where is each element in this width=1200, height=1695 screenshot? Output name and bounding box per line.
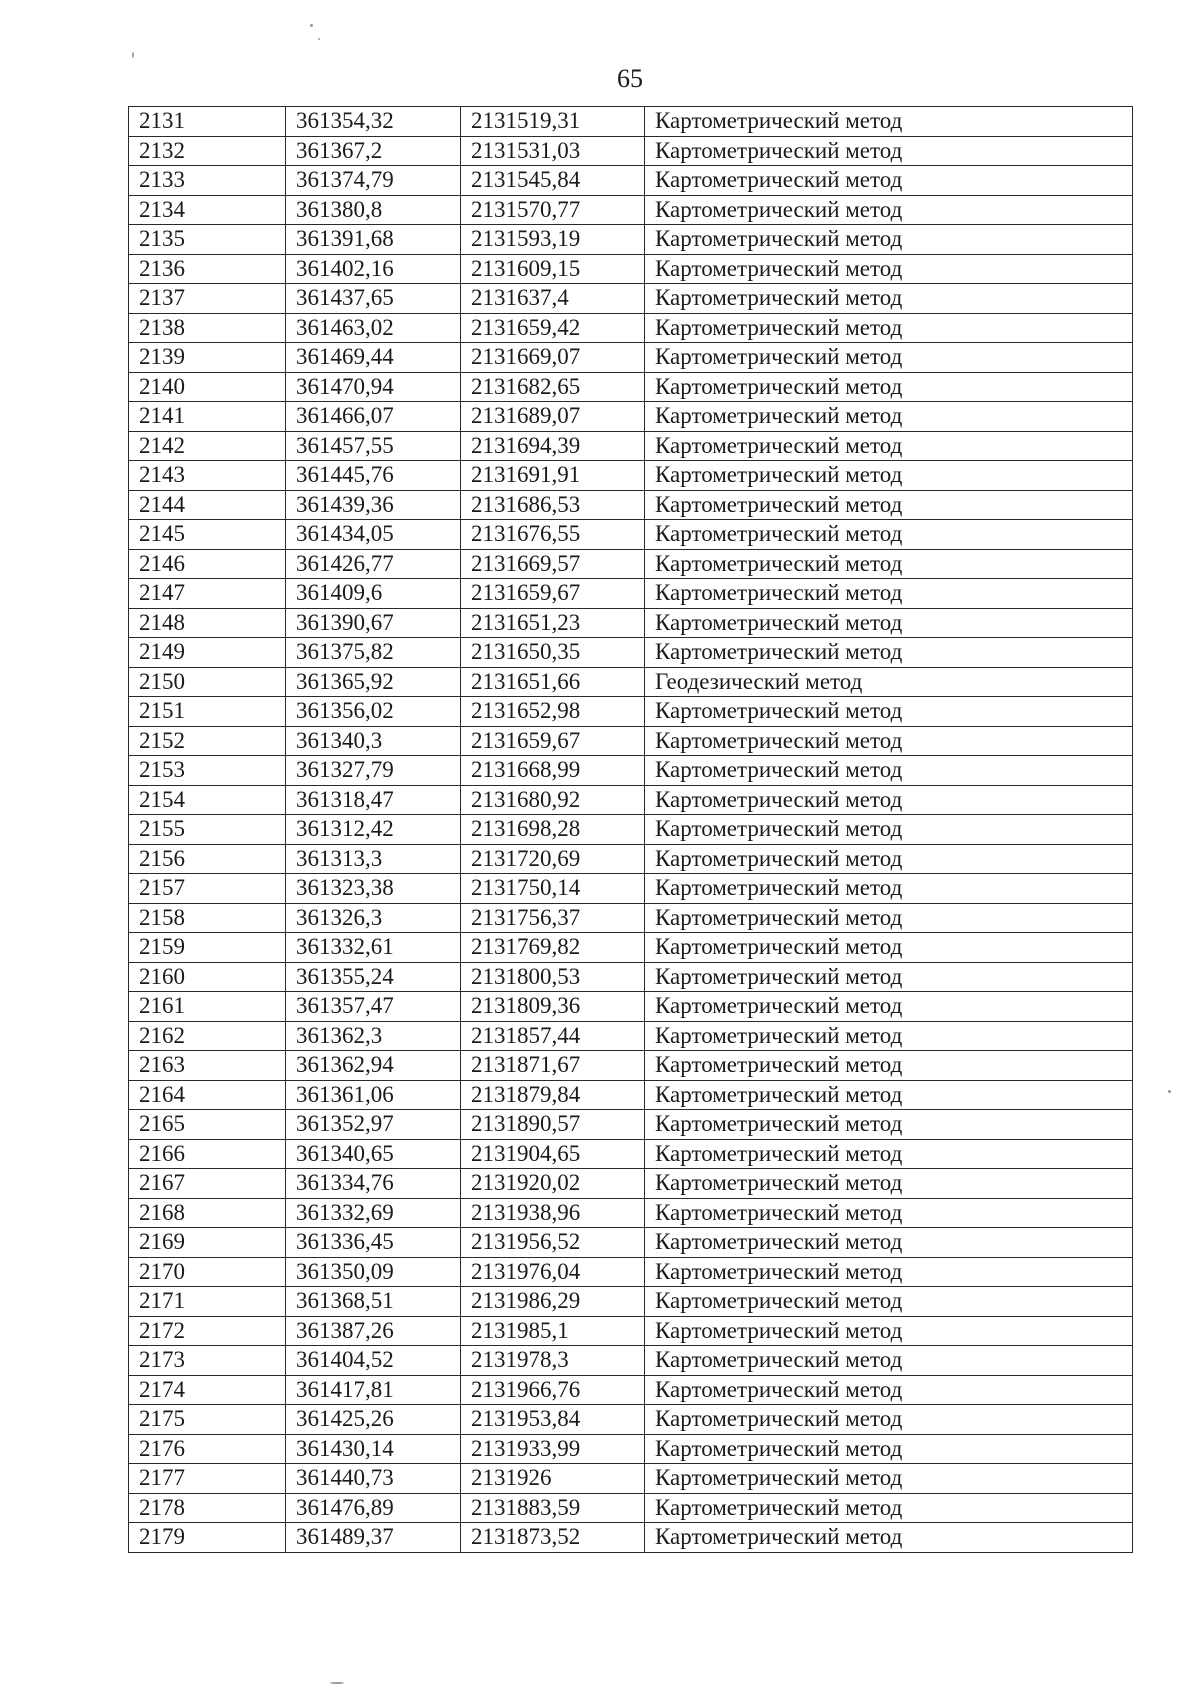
y-coordinate-cell: 2131938,96: [461, 1198, 645, 1228]
method-cell: Картометрический метод: [645, 549, 1133, 579]
x-coordinate-cell: 361336,45: [286, 1228, 461, 1258]
point-number-cell: 2134: [129, 195, 286, 225]
table-row: [129, 815, 1133, 845]
table-row: [129, 1257, 1133, 1287]
point-number-cell: 2156: [129, 844, 286, 874]
method-cell: Картометрический метод: [645, 785, 1133, 815]
table-row: [129, 726, 1133, 756]
y-coordinate-cell: 2131669,57: [461, 549, 645, 579]
method-cell: Картометрический метод: [645, 1375, 1133, 1405]
point-number-cell: 2155: [129, 815, 286, 845]
table-row: [129, 579, 1133, 609]
point-number-cell: 2175: [129, 1405, 286, 1435]
x-coordinate-cell: 361390,67: [286, 608, 461, 638]
method-cell: Картометрический метод: [645, 874, 1133, 904]
table-row: [129, 1434, 1133, 1464]
method-cell: Картометрический метод: [645, 1287, 1133, 1317]
method-cell: Картометрический метод: [645, 343, 1133, 373]
x-coordinate-cell: 361340,3: [286, 726, 461, 756]
point-number-cell: 2167: [129, 1169, 286, 1199]
table-row: [129, 903, 1133, 933]
coordinates-table-body: [129, 107, 1133, 1553]
point-number-cell: 2160: [129, 962, 286, 992]
y-coordinate-cell: 2131651,23: [461, 608, 645, 638]
coordinates-table: [128, 106, 1133, 1553]
point-number-cell: 2147: [129, 579, 286, 609]
table-row: [129, 992, 1133, 1022]
y-coordinate-cell: 2131966,76: [461, 1375, 645, 1405]
point-number-cell: 2179: [129, 1523, 286, 1553]
method-cell: Картометрический метод: [645, 1346, 1133, 1376]
table-row: [129, 372, 1133, 402]
x-coordinate-cell: 361457,55: [286, 431, 461, 461]
y-coordinate-cell: 2131519,31: [461, 107, 645, 137]
point-number-cell: 2174: [129, 1375, 286, 1405]
point-number-cell: 2133: [129, 166, 286, 196]
point-number-cell: 2169: [129, 1228, 286, 1258]
x-coordinate-cell: 361489,37: [286, 1523, 461, 1553]
x-coordinate-cell: 361357,47: [286, 992, 461, 1022]
x-coordinate-cell: 361402,16: [286, 254, 461, 284]
x-coordinate-cell: 361425,26: [286, 1405, 461, 1435]
method-cell: Картометрический метод: [645, 520, 1133, 550]
scan-speck: [330, 1682, 344, 1684]
y-coordinate-cell: 2131800,53: [461, 962, 645, 992]
x-coordinate-cell: 361430,14: [286, 1434, 461, 1464]
scan-speck: [310, 24, 313, 27]
table-row: [129, 1051, 1133, 1081]
x-coordinate-cell: 361391,68: [286, 225, 461, 255]
table-row: [129, 1316, 1133, 1346]
x-coordinate-cell: 361476,89: [286, 1493, 461, 1523]
point-number-cell: 2166: [129, 1139, 286, 1169]
y-coordinate-cell: 2131545,84: [461, 166, 645, 196]
y-coordinate-cell: 2131676,55: [461, 520, 645, 550]
method-cell: Картометрический метод: [645, 166, 1133, 196]
method-cell: Картометрический метод: [645, 697, 1133, 727]
y-coordinate-cell: 2131668,99: [461, 756, 645, 786]
point-number-cell: 2143: [129, 461, 286, 491]
x-coordinate-cell: 361445,76: [286, 461, 461, 491]
point-number-cell: 2154: [129, 785, 286, 815]
table-row: [129, 1523, 1133, 1553]
x-coordinate-cell: 361340,65: [286, 1139, 461, 1169]
point-number-cell: 2140: [129, 372, 286, 402]
x-coordinate-cell: 361440,73: [286, 1464, 461, 1494]
x-coordinate-cell: 361362,3: [286, 1021, 461, 1051]
point-number-cell: 2138: [129, 313, 286, 343]
x-coordinate-cell: 361318,47: [286, 785, 461, 815]
y-coordinate-cell: 2131809,36: [461, 992, 645, 1022]
method-cell: Картометрический метод: [645, 992, 1133, 1022]
table-row: [129, 490, 1133, 520]
point-number-cell: 2164: [129, 1080, 286, 1110]
y-coordinate-cell: 2131651,66: [461, 667, 645, 697]
table-row: [129, 1169, 1133, 1199]
table-row: [129, 284, 1133, 314]
y-coordinate-cell: 2131978,3: [461, 1346, 645, 1376]
y-coordinate-cell: 2131650,35: [461, 638, 645, 668]
y-coordinate-cell: 2131680,92: [461, 785, 645, 815]
point-number-cell: 2165: [129, 1110, 286, 1140]
y-coordinate-cell: 2131986,29: [461, 1287, 645, 1317]
x-coordinate-cell: 361426,77: [286, 549, 461, 579]
point-number-cell: 2157: [129, 874, 286, 904]
table-row: [129, 343, 1133, 373]
table-row: [129, 1198, 1133, 1228]
y-coordinate-cell: 2131698,28: [461, 815, 645, 845]
point-number-cell: 2145: [129, 520, 286, 550]
y-coordinate-cell: 2131694,39: [461, 431, 645, 461]
y-coordinate-cell: 2131750,14: [461, 874, 645, 904]
x-coordinate-cell: 361380,8: [286, 195, 461, 225]
point-number-cell: 2137: [129, 284, 286, 314]
method-cell: Картометрический метод: [645, 284, 1133, 314]
method-cell: Картометрический метод: [645, 1434, 1133, 1464]
method-cell: Картометрический метод: [645, 726, 1133, 756]
y-coordinate-cell: 2131637,4: [461, 284, 645, 314]
y-coordinate-cell: 2131691,91: [461, 461, 645, 491]
method-cell: Картометрический метод: [645, 372, 1133, 402]
x-coordinate-cell: 361312,42: [286, 815, 461, 845]
method-cell: Картометрический метод: [645, 461, 1133, 491]
method-cell: Картометрический метод: [645, 1051, 1133, 1081]
x-coordinate-cell: 361362,94: [286, 1051, 461, 1081]
table-row: [129, 1375, 1133, 1405]
x-coordinate-cell: 361387,26: [286, 1316, 461, 1346]
table-row: [129, 313, 1133, 343]
y-coordinate-cell: 2131857,44: [461, 1021, 645, 1051]
method-cell: Картометрический метод: [645, 815, 1133, 845]
x-coordinate-cell: 361361,06: [286, 1080, 461, 1110]
table-row: [129, 667, 1133, 697]
method-cell: Картометрический метод: [645, 1523, 1133, 1553]
table-row: [129, 1021, 1133, 1051]
point-number-cell: 2135: [129, 225, 286, 255]
method-cell: Картометрический метод: [645, 1464, 1133, 1494]
y-coordinate-cell: 2131659,42: [461, 313, 645, 343]
method-cell: Картометрический метод: [645, 1257, 1133, 1287]
table-row: [129, 1287, 1133, 1317]
x-coordinate-cell: 361365,92: [286, 667, 461, 697]
y-coordinate-cell: 2131879,84: [461, 1080, 645, 1110]
point-number-cell: 2152: [129, 726, 286, 756]
table-row: [129, 1493, 1133, 1523]
x-coordinate-cell: 361332,69: [286, 1198, 461, 1228]
method-cell: Картометрический метод: [645, 1021, 1133, 1051]
x-coordinate-cell: 361368,51: [286, 1287, 461, 1317]
table-row: [129, 1405, 1133, 1435]
point-number-cell: 2153: [129, 756, 286, 786]
table-row: [129, 166, 1133, 196]
point-number-cell: 2148: [129, 608, 286, 638]
method-cell: Картометрический метод: [645, 579, 1133, 609]
point-number-cell: 2178: [129, 1493, 286, 1523]
x-coordinate-cell: 361375,82: [286, 638, 461, 668]
x-coordinate-cell: 361356,02: [286, 697, 461, 727]
y-coordinate-cell: 2131659,67: [461, 726, 645, 756]
point-number-cell: 2142: [129, 431, 286, 461]
table-row: [129, 1464, 1133, 1494]
point-number-cell: 2170: [129, 1257, 286, 1287]
method-cell: Картометрический метод: [645, 638, 1133, 668]
point-number-cell: 2163: [129, 1051, 286, 1081]
table-row: [129, 225, 1133, 255]
point-number-cell: 2150: [129, 667, 286, 697]
x-coordinate-cell: 361437,65: [286, 284, 461, 314]
method-cell: Картометрический метод: [645, 1080, 1133, 1110]
point-number-cell: 2131: [129, 107, 286, 137]
table-row: [129, 107, 1133, 137]
point-number-cell: 2173: [129, 1346, 286, 1376]
x-coordinate-cell: 361332,61: [286, 933, 461, 963]
y-coordinate-cell: 2131720,69: [461, 844, 645, 874]
x-coordinate-cell: 361355,24: [286, 962, 461, 992]
method-cell: Картометрический метод: [645, 962, 1133, 992]
method-cell: Картометрический метод: [645, 756, 1133, 786]
method-cell: Картометрический метод: [645, 1316, 1133, 1346]
x-coordinate-cell: 361434,05: [286, 520, 461, 550]
table-row: [129, 962, 1133, 992]
method-cell: Картометрический метод: [645, 1198, 1133, 1228]
table-row: [129, 431, 1133, 461]
y-coordinate-cell: 2131976,04: [461, 1257, 645, 1287]
point-number-cell: 2159: [129, 933, 286, 963]
x-coordinate-cell: 361352,97: [286, 1110, 461, 1140]
y-coordinate-cell: 2131985,1: [461, 1316, 645, 1346]
x-coordinate-cell: 361374,79: [286, 166, 461, 196]
method-cell: Картометрический метод: [645, 1139, 1133, 1169]
method-cell: Картометрический метод: [645, 608, 1133, 638]
point-number-cell: 2168: [129, 1198, 286, 1228]
x-coordinate-cell: 361327,79: [286, 756, 461, 786]
method-cell: Картометрический метод: [645, 1405, 1133, 1435]
y-coordinate-cell: 2131883,59: [461, 1493, 645, 1523]
y-coordinate-cell: 2131904,65: [461, 1139, 645, 1169]
point-number-cell: 2136: [129, 254, 286, 284]
x-coordinate-cell: 361367,2: [286, 136, 461, 166]
scan-speck: [318, 38, 320, 40]
x-coordinate-cell: 361439,36: [286, 490, 461, 520]
method-cell: Картометрический метод: [645, 1493, 1133, 1523]
method-cell: Картометрический метод: [645, 225, 1133, 255]
table-row: [129, 461, 1133, 491]
table-row: [129, 874, 1133, 904]
point-number-cell: 2146: [129, 549, 286, 579]
y-coordinate-cell: 2131689,07: [461, 402, 645, 432]
method-cell: Картометрический метод: [645, 490, 1133, 520]
x-coordinate-cell: 361409,6: [286, 579, 461, 609]
point-number-cell: 2151: [129, 697, 286, 727]
y-coordinate-cell: 2131531,03: [461, 136, 645, 166]
table-row: [129, 697, 1133, 727]
y-coordinate-cell: 2131686,53: [461, 490, 645, 520]
point-number-cell: 2139: [129, 343, 286, 373]
y-coordinate-cell: 2131609,15: [461, 254, 645, 284]
y-coordinate-cell: 2131682,65: [461, 372, 645, 402]
point-number-cell: 2158: [129, 903, 286, 933]
method-cell: Геодезический метод: [645, 667, 1133, 697]
table-row: [129, 638, 1133, 668]
x-coordinate-cell: 361469,44: [286, 343, 461, 373]
point-number-cell: 2176: [129, 1434, 286, 1464]
y-coordinate-cell: 2131933,99: [461, 1434, 645, 1464]
x-coordinate-cell: 361470,94: [286, 372, 461, 402]
y-coordinate-cell: 2131953,84: [461, 1405, 645, 1435]
y-coordinate-cell: 2131593,19: [461, 225, 645, 255]
scan-speck: [1168, 1090, 1171, 1093]
y-coordinate-cell: 2131926: [461, 1464, 645, 1494]
table-row: [129, 1139, 1133, 1169]
x-coordinate-cell: 361354,32: [286, 107, 461, 137]
point-number-cell: 2141: [129, 402, 286, 432]
table-row: [129, 933, 1133, 963]
point-number-cell: 2171: [129, 1287, 286, 1317]
x-coordinate-cell: 361326,3: [286, 903, 461, 933]
table-row: [129, 136, 1133, 166]
table-row: [129, 608, 1133, 638]
y-coordinate-cell: 2131920,02: [461, 1169, 645, 1199]
table-row: [129, 1110, 1133, 1140]
x-coordinate-cell: 361466,07: [286, 402, 461, 432]
method-cell: Картометрический метод: [645, 402, 1133, 432]
x-coordinate-cell: 361323,38: [286, 874, 461, 904]
table-row: [129, 549, 1133, 579]
point-number-cell: 2149: [129, 638, 286, 668]
y-coordinate-cell: 2131659,67: [461, 579, 645, 609]
x-coordinate-cell: 361313,3: [286, 844, 461, 874]
method-cell: Картометрический метод: [645, 933, 1133, 963]
table-row: [129, 785, 1133, 815]
y-coordinate-cell: 2131873,52: [461, 1523, 645, 1553]
method-cell: Картометрический метод: [645, 195, 1133, 225]
table-row: [129, 520, 1133, 550]
y-coordinate-cell: 2131769,82: [461, 933, 645, 963]
method-cell: Картометрический метод: [645, 844, 1133, 874]
table-row: [129, 254, 1133, 284]
scan-speck: [132, 52, 134, 58]
table-row: [129, 402, 1133, 432]
point-number-cell: 2177: [129, 1464, 286, 1494]
x-coordinate-cell: 361463,02: [286, 313, 461, 343]
table-row: [129, 756, 1133, 786]
method-cell: Картометрический метод: [645, 136, 1133, 166]
y-coordinate-cell: 2131652,98: [461, 697, 645, 727]
table-row: [129, 1346, 1133, 1376]
page-number: 65: [617, 64, 643, 93]
point-number-cell: 2162: [129, 1021, 286, 1051]
method-cell: Картометрический метод: [645, 1228, 1133, 1258]
table-row: [129, 844, 1133, 874]
y-coordinate-cell: 2131570,77: [461, 195, 645, 225]
y-coordinate-cell: 2131669,07: [461, 343, 645, 373]
method-cell: Картометрический метод: [645, 313, 1133, 343]
method-cell: Картометрический метод: [645, 903, 1133, 933]
x-coordinate-cell: 361350,09: [286, 1257, 461, 1287]
point-number-cell: 2144: [129, 490, 286, 520]
x-coordinate-cell: 361404,52: [286, 1346, 461, 1376]
y-coordinate-cell: 2131956,52: [461, 1228, 645, 1258]
method-cell: Картометрический метод: [645, 431, 1133, 461]
x-coordinate-cell: 361334,76: [286, 1169, 461, 1199]
x-coordinate-cell: 361417,81: [286, 1375, 461, 1405]
y-coordinate-cell: 2131890,57: [461, 1110, 645, 1140]
method-cell: Картометрический метод: [645, 107, 1133, 137]
method-cell: Картометрический метод: [645, 254, 1133, 284]
point-number-cell: 2161: [129, 992, 286, 1022]
point-number-cell: 2172: [129, 1316, 286, 1346]
y-coordinate-cell: 2131756,37: [461, 903, 645, 933]
method-cell: Картометрический метод: [645, 1169, 1133, 1199]
y-coordinate-cell: 2131871,67: [461, 1051, 645, 1081]
method-cell: Картометрический метод: [645, 1110, 1133, 1140]
table-row: [129, 1228, 1133, 1258]
table-row: [129, 195, 1133, 225]
table-row: [129, 1080, 1133, 1110]
point-number-cell: 2132: [129, 136, 286, 166]
